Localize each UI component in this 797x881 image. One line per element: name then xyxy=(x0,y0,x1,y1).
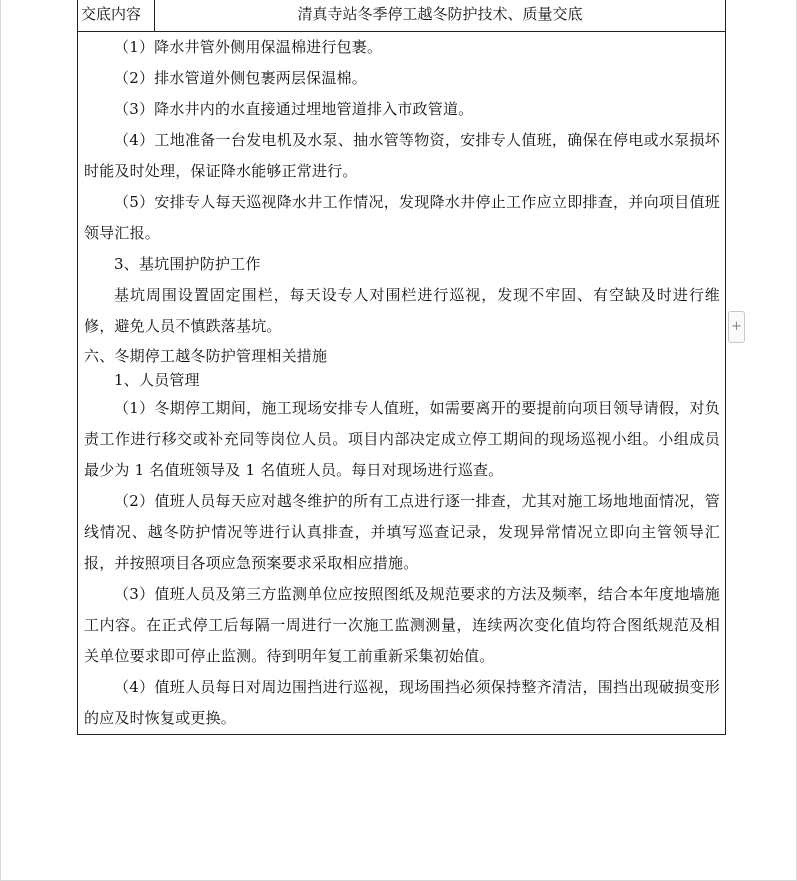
paragraph-personnel-4: （4）值班人员每日对周边围挡进行巡视，现场围挡必须保持整齐清洁，围挡出现破损变形的应及时恢复或更换。 xyxy=(84,678,720,727)
paragraph-item-4: （4）工地准备一台发电机及水泵、抽水管等物资，安排专人值班，确保在停电或水泵损坏时能及时处理，保证降水能够正常进行。 xyxy=(84,131,720,180)
paragraph-item-1: （1）降水井管外侧用保温棉进行包裹。 xyxy=(114,38,383,56)
plus-icon: + xyxy=(731,319,742,334)
page-border-left xyxy=(0,0,1,881)
subsection-heading-personnel: 1、人员管理 xyxy=(114,371,200,389)
expand-button[interactable] xyxy=(728,311,745,343)
paragraph-personnel-3: （3）值班人员及第三方监测单位应按照图纸及规范要求的方法及频率，结合本年度地墙施工内容。在正式停工后每隔一周进行一次施工监测测量，连续两次变化值均符合图纸规范及相关单位要求即可停止监测。待到明年复工前重新采集初始值。 xyxy=(84,585,720,665)
section-heading-6: 六、冬期停工越冬防护管理相关措施 xyxy=(84,347,328,365)
header-label: 交底内容 xyxy=(81,5,142,23)
paragraph-item-2: （2）排水管道外侧包裹两层保温棉。 xyxy=(114,69,367,87)
section-heading-3: 3、基坑围护防护工作 xyxy=(114,255,261,273)
paragraph-personnel-1: （1）冬期停工期间，施工现场安排专人值班，如需要离开的要提前向项目领导请假，对负责工作进行移交或补充同等岗位人员。项目内部决定成立停工期间的现场巡视小组。小组成员最少为 1 名值班领导及 1 名值班人员。每日对现场进行巡查。 xyxy=(84,399,720,479)
document-body xyxy=(84,32,720,734)
paragraph-foundation-pit: 基坑周围设置固定围栏，每天设专人对围栏进行巡视，发现不牢固、有空缺及时进行维修，避免人员不慎跌落基坑。 xyxy=(84,286,720,335)
paragraph-personnel-2: （2）值班人员每天应对越冬维护的所有工点进行逐一排查，尤其对施工场地地面情况，管线情况、越冬防护情况等进行认真排查，并填写巡查记录，发现异常情况立即向主管领导汇报，并按照项目各项应急预案要求采取相应措施。 xyxy=(84,492,720,572)
paragraph-item-3: （3）降水井内的水直接通过埋地管道排入市政管道。 xyxy=(114,100,474,118)
table-header-row xyxy=(77,0,726,32)
header-title: 清真寺站冬季停工越冬防护技术、质量交底 xyxy=(297,5,583,23)
paragraph-item-5: （5）安排专人每天巡视降水井工作情况，发现降水井停止工作应立即排查，并向项目值班领导汇报。 xyxy=(84,193,720,242)
